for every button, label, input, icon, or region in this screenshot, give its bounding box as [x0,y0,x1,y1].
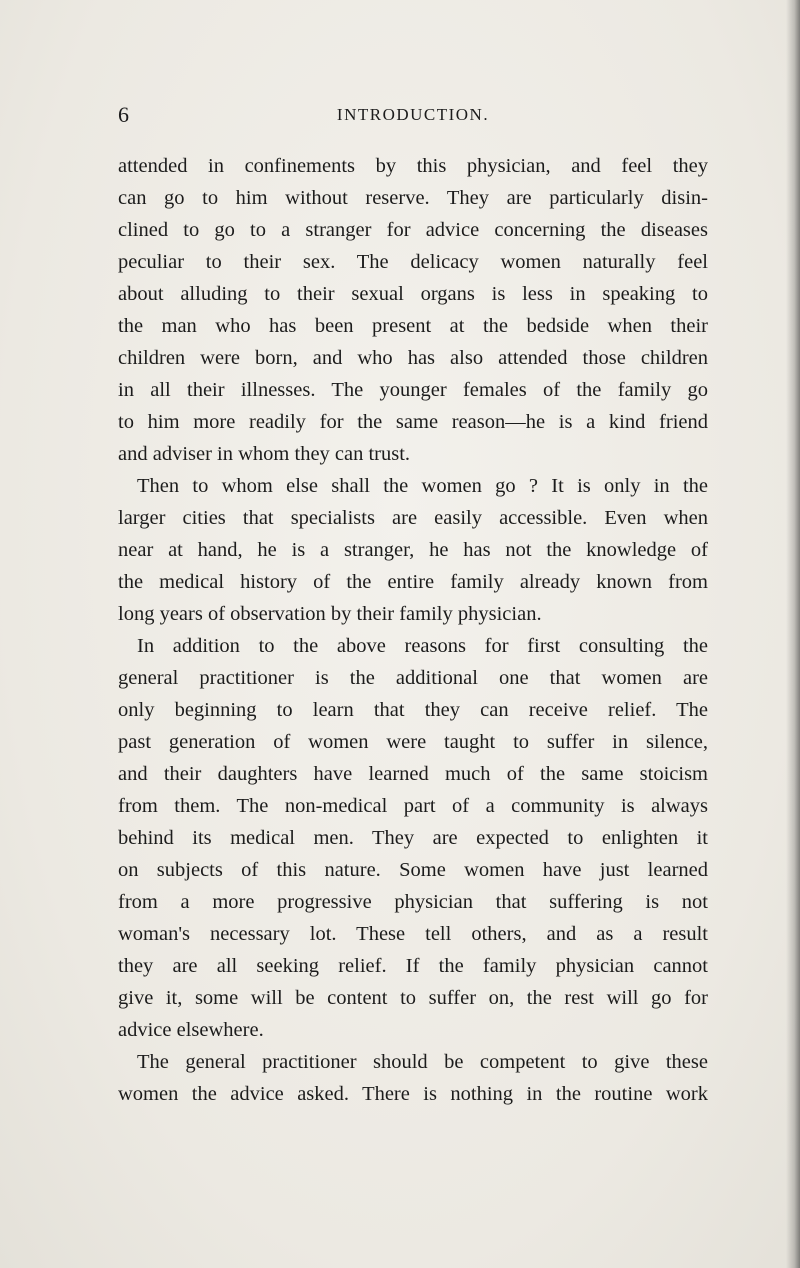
text-line: the man who has been present at the bedside when their [118,315,708,337]
text-line: and their daughters have learned much of the same stoicism [118,763,708,785]
running-title: INTRODUCTION. [336,105,490,124]
text-line: children were born, and who has also attended those children [118,347,708,369]
text-line: and adviser in whom they can trust. [118,443,411,465]
text-line: attended in confinements by this physician, and feel they [118,155,708,177]
text-line: in all their illnesses. The younger females of the family go [118,379,708,401]
text-line: woman's necessary lot. These tell others, and as a result [118,923,708,945]
running-head [118,102,708,128]
text-line: long years of observation by their family physician. [118,603,542,625]
text-line: the medical history of the entire family already known from [118,571,708,593]
text-line: advice elsewhere. [118,1019,264,1041]
text-line: near at hand, he is a stranger, he has not the knowledge of [118,539,708,561]
text-line: peculiar to their sex. The delicacy women naturally feel [118,251,708,273]
text-line: on subjects of this nature. Some women have just learned [118,859,708,881]
text-line: only beginning to learn that they can receive relief. The [118,699,708,721]
text-line: women the advice asked. There is nothing in the routine work [118,1083,708,1105]
text-line: give it, some will be content to suffer on, the rest will go for [118,987,708,1009]
text-line: from them. The non-medical part of a community is always [118,795,708,817]
text-line: from a more progressive physician that suffering is not [118,891,708,913]
text-line: In addition to the above reasons for first consulting the [137,635,708,657]
text-line: to him more readily for the same reason—he is a kind friend [118,411,708,433]
text-line: they are all seeking relief. If the family physician cannot [118,955,708,977]
text-line: behind its medical men. They are expected to enlighten it [118,827,708,849]
text-line: The general practitioner should be competent to give these [137,1051,708,1073]
page-edge-shadow [786,0,800,1268]
text-line: larger cities that specialists are easily accessible. Even when [118,507,708,529]
text-line: past generation of women were taught to suffer in silence, [118,731,708,753]
page-number: 6 [118,102,129,127]
text-line: clined to go to a stranger for advice concerning the diseases [118,219,708,241]
text-line: about alluding to their sexual organs is less in speaking to [118,283,708,305]
text-line: Then to whom else shall the women go ? It is only in the [137,475,708,497]
body-text [118,150,708,1110]
text-line: general practitioner is the additional one that women are [118,667,708,689]
text-line: can go to him without reserve. They are particularly disin- [118,187,708,209]
